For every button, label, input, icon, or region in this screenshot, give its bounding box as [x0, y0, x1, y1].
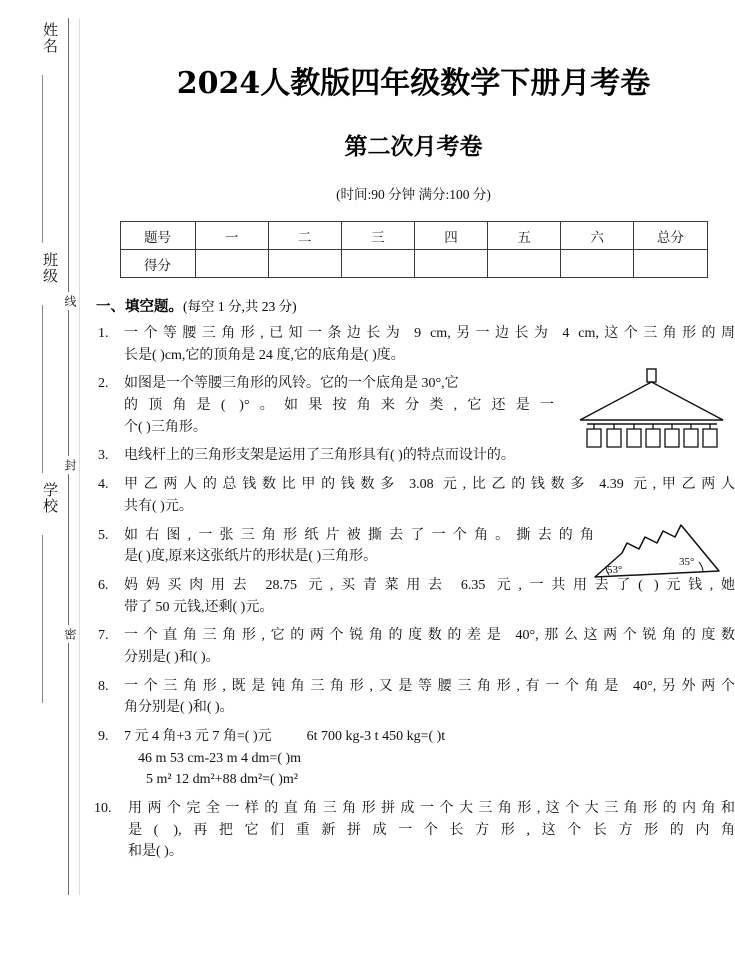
exam-sheet — [92, 0, 735, 973]
question-4-number: 4. — [98, 477, 109, 493]
question-6-line-1: 妈妈买肉用去 28.75 元,买青菜用去 6.35 元,一共用去了( )元钱,她 — [124, 577, 735, 593]
question-1-line-2: 长是( )cm,它的顶角是 24 度,它的底角是( )度。 — [124, 347, 405, 363]
question-4-line-1: 甲乙两人的总钱数比甲的钱数多 3.08 元,比乙的钱数多 4.39 元,甲乙两人 — [124, 477, 735, 493]
question-4 — [96, 474, 735, 517]
question-3-line-1: 电线杆上的三角形支架是运用了三角形具有( )的特点而设计的。 — [124, 448, 515, 464]
field-rule-school — [42, 535, 43, 703]
question-9-line-2: 46 m 53 cm-23 m 4 dm=( )m — [138, 750, 302, 766]
question-2 — [96, 373, 735, 438]
field-rule-class — [42, 305, 43, 473]
question-6-number: 6. — [98, 577, 109, 593]
question-1 — [96, 323, 735, 366]
score-row-label-score: 得分 — [120, 250, 195, 278]
seal-char-seal: 封 — [57, 456, 79, 474]
table-row-scores — [120, 250, 707, 278]
score-cell-5[interactable] — [488, 250, 561, 278]
section-heading-text: 一、填空题。 — [96, 299, 183, 315]
score-cell-total[interactable] — [634, 250, 707, 278]
table-row-header — [120, 222, 707, 250]
question-5-body — [124, 525, 594, 568]
section-heading — [96, 295, 735, 316]
field-label-class: 班级 — [41, 252, 57, 284]
question-7-line-1: 一个直角三角形,它的两个锐角的度数的差是 40°,那么这两个锐角的度数 — [124, 628, 735, 644]
question-4-line-2: 共有( )元。 — [124, 498, 193, 514]
score-col-4: 四 — [414, 222, 487, 250]
score-table — [120, 221, 708, 278]
question-5 — [96, 525, 735, 576]
question-3 — [96, 445, 735, 467]
question-6 — [96, 575, 735, 618]
field-label-school: 学校 — [41, 482, 57, 514]
question-8-line-2: 角分别是( )和( )。 — [124, 700, 234, 716]
question-2-line-1: 如图是一个等腰三角形的风铃。它的一个底角是 30°,它 — [124, 376, 459, 392]
question-2-number: 2. — [98, 376, 109, 392]
question-3-number: 3. — [98, 448, 109, 464]
field-rule-name — [42, 75, 43, 243]
question-10 — [96, 798, 735, 863]
score-col-total: 总分 — [634, 222, 707, 250]
question-6-line-2: 带了 50 元钱,还剩( )元。 — [124, 599, 274, 615]
question-9-line-3: 5 m² 12 dm²+88 dm²=( )m² — [146, 772, 298, 788]
question-8 — [96, 676, 735, 719]
question-5-number: 5. — [98, 527, 109, 543]
question-5-line-1: 如右图,一张三角形纸片被撕去了一个角。撕去的角 — [124, 527, 594, 543]
windbell-figure — [577, 367, 727, 457]
page-title: 2024人教版四年级数学下册月考卷 — [176, 66, 651, 101]
score-table-wrap — [120, 221, 708, 278]
question-2-line-3: 个( )三角形。 — [124, 419, 207, 435]
question-9-expr-2: 6t 700 kg-3 t 450 kg=( )t — [306, 729, 446, 744]
section-points: (每空 1 分,共 23 分) — [183, 299, 297, 314]
question-9-number: 9. — [98, 729, 109, 744]
question-10-line-1: 用两个完全一样的直角三角形拼成一个大三角形,这个大三角形的内角和 — [128, 801, 735, 817]
question-8-number: 8. — [98, 678, 109, 694]
score-col-3: 三 — [341, 222, 414, 250]
section-fill-in-blanks — [92, 295, 735, 863]
question-10-line-2: 是( ),再把它们重新拼成一个长方形,这个长方形的内角 — [128, 822, 735, 838]
question-1-line-1: 一个等腰三角形,已知一条边长为 9 cm,另一边长为 4 cm,这个三角形的周 — [124, 326, 735, 341]
question-7 — [96, 625, 735, 668]
score-col-1: 一 — [195, 222, 268, 250]
question-9-line-1 — [124, 726, 735, 748]
score-cell-2[interactable] — [268, 250, 341, 278]
score-row-label-number: 题号 — [120, 222, 195, 250]
page-subtitle: 第二次月考卷 — [344, 133, 483, 160]
seal-char-line: 线 — [57, 292, 79, 310]
question-10-number: 10. — [94, 801, 112, 817]
seal-margin — [0, 0, 92, 973]
score-col-6: 六 — [561, 222, 634, 250]
angle-label-right: 35° — [679, 555, 695, 568]
score-col-2: 二 — [268, 222, 341, 250]
question-7-line-2: 分别是( )和( )。 — [124, 649, 220, 665]
question-10-line-3: 和是( )。 — [128, 844, 183, 860]
question-9-expr-1: 7 元 4 角+3 元 7 角=( )元 — [124, 729, 272, 744]
score-cell-6[interactable] — [561, 250, 634, 278]
margin-vertical-line-secondary — [79, 18, 80, 895]
score-col-5: 五 — [488, 222, 561, 250]
question-1-number: 1. — [98, 326, 109, 341]
question-2-body — [124, 373, 554, 438]
score-cell-1[interactable] — [195, 250, 268, 278]
question-7-number: 7. — [98, 628, 109, 644]
question-5-line-2: 是( )度,原来这张纸片的形状是( )三角形。 — [124, 549, 378, 565]
seal-char-secret: 密 — [57, 625, 79, 643]
question-8-line-1: 一个三角形,既是钝角三角形,又是等腰三角形,有一个角是 40°,另外两个 — [124, 678, 735, 694]
score-cell-3[interactable] — [341, 250, 414, 278]
question-2-line-2: 的顶角是( )°。如果按角来分类,它还是一 — [124, 398, 554, 414]
score-cell-4[interactable] — [414, 250, 487, 278]
angle-label-left: 53° — [607, 563, 623, 576]
field-label-name: 姓名 — [41, 22, 57, 54]
question-9 — [96, 726, 735, 791]
exam-meta: (时间:90 分钟 满分:100 分) — [336, 187, 491, 202]
